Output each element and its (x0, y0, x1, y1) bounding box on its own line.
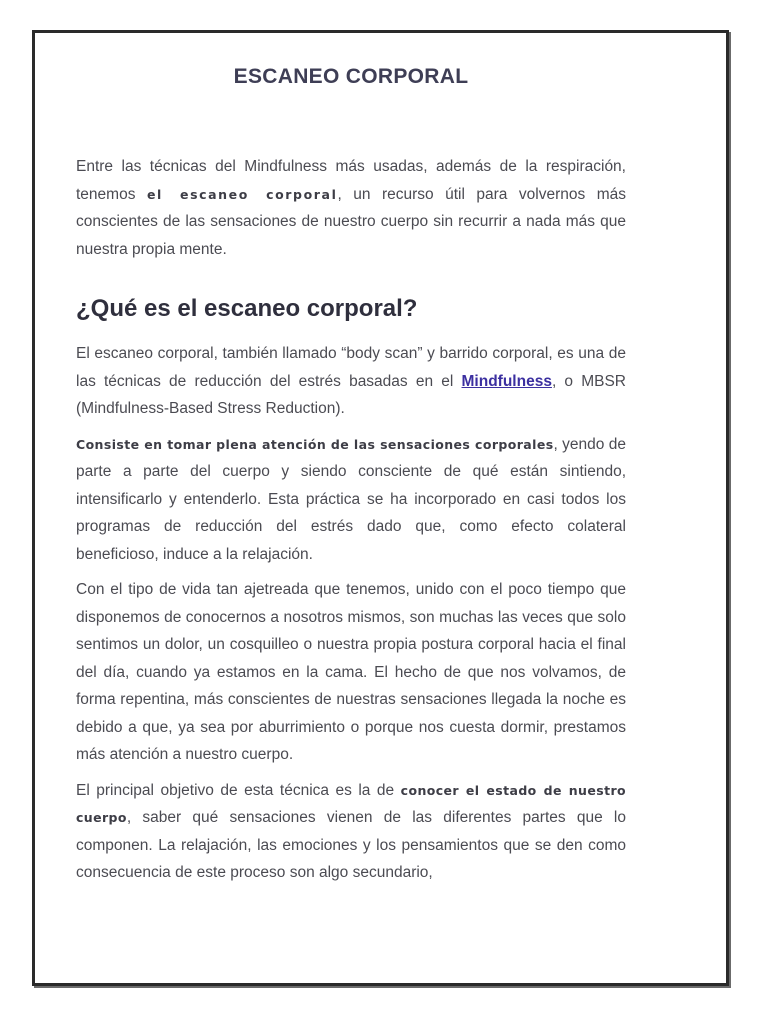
intro-text-end: , un recurso útil para volvernos más conscientes de las sensaciones de nuestro cuerpo sin recurrir a nada más que nuestra propia mente. (76, 185, 626, 258)
objetivo-text-end: , saber qué sensaciones vienen de las diferentes partes que lo componen. La relajación, las emociones y los pensamientos que se den como consecuencia de este proceso son algo secundario, (76, 809, 626, 881)
consiste-text-end: , yendo de parte a parte del cuerpo y siendo consciente de qué están sintiendo, intensificarlo y entenderlo. Esta práctica se ha incorporado en casi todos los programas de reducción del estrés dado que, como efecto colateral beneficioso, induce a la relajación. (76, 435, 626, 563)
objetivo-paragraph (76, 777, 626, 887)
intro-text-start: Entre las técnicas del Mindfulness más usadas, además de la respiración, tenemos (76, 158, 626, 203)
document-title: ESCANEO CORPORAL (233, 65, 469, 88)
definition-text-end: , o MBSR (Mindfulness-Based Stress Reduction). (76, 372, 626, 417)
vida-paragraph: Con el tipo de vida tan ajetreada que tenemos, unido con el poco tiempo que disponemos de conocernos a nosotros mismos, son muchas las veces que solo sentimos un dolor, un cosquilleo o nuestra propia postura corporal hacia el final del día, cuando ya estamos en la cama. El hecho de que nos volvamos, de forma repentina, más conscientes de nuestras sensaciones llegada la noche es debido a que, ya sea por aburrimiento o porque nos cuesta dormir, prestamos más atención a nuestro cuerpo. (76, 581, 626, 763)
definition-paragraph (76, 340, 626, 423)
objetivo-bold-term: conocer el estado de nuestro cuerpo (76, 782, 626, 825)
definition-text-start: El escaneo corporal, también llamado “body scan” y barrido corporal, es una de las técnicas de reducción del estrés basadas en el (76, 345, 626, 390)
intro-bold-term: el escaneo corporal (146, 186, 338, 202)
consiste-bold-lead: Consiste en tomar plena atención de las sensaciones corporales (76, 436, 554, 452)
document-body (76, 62, 626, 887)
objetivo-text-start: El principal objetivo de esta técnica es la de (76, 781, 401, 799)
intro-paragraph (76, 153, 626, 263)
section-heading: ¿Qué es el escaneo corporal? (76, 295, 418, 322)
consiste-paragraph (76, 431, 626, 569)
mindfulness-link[interactable]: Mindfulness (461, 372, 552, 390)
